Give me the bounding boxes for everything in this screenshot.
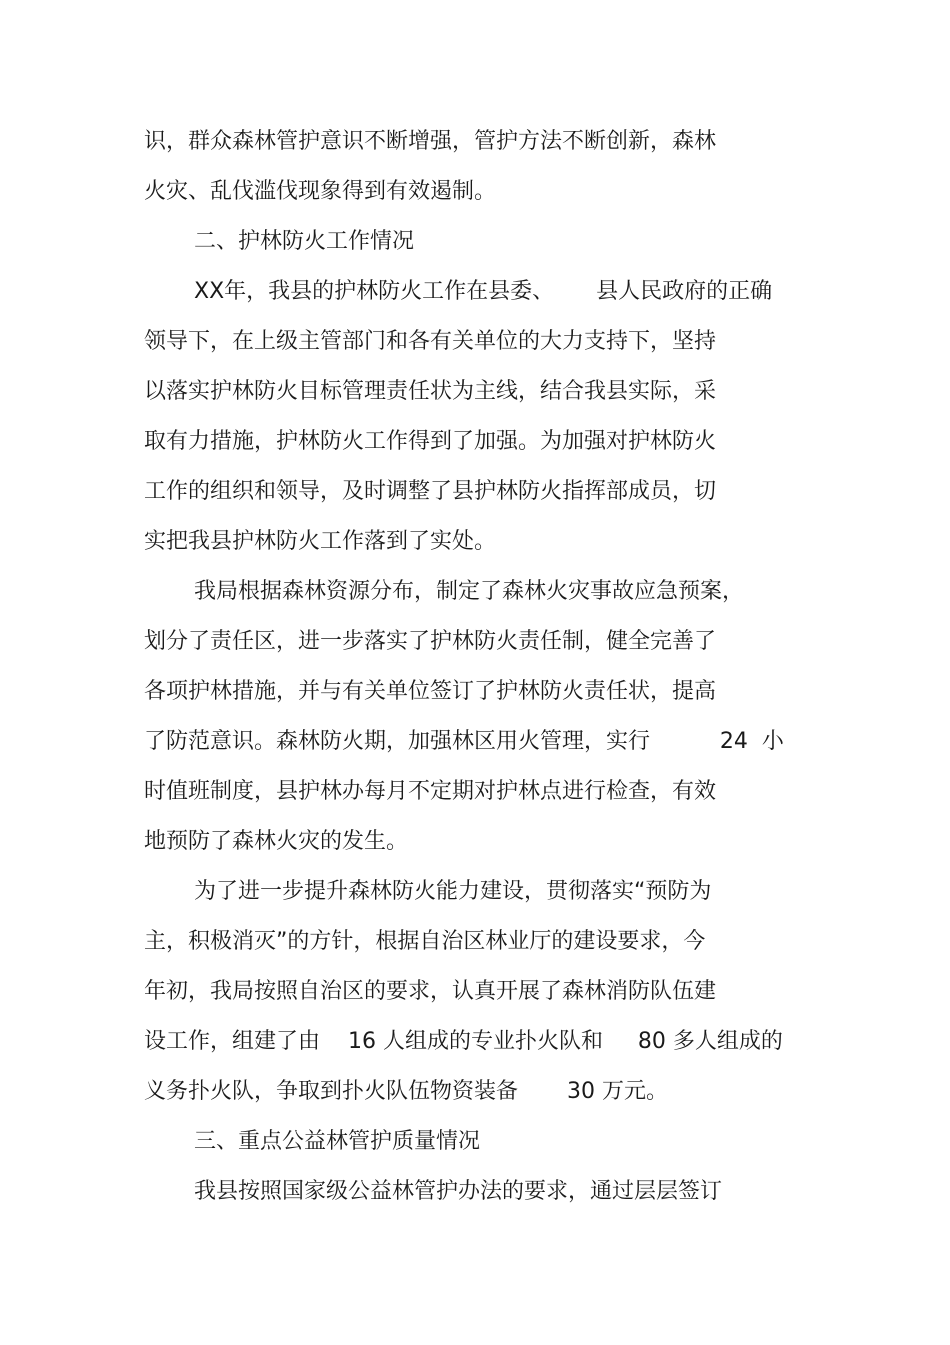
paragraph-line: 识，群众森林管护意识不断增强，管护方法不断创新，森林 <box>144 129 717 154</box>
section-heading: 三、重点公益林管护质量情况 <box>194 1129 481 1154</box>
paragraph-line: 我局根据森林资源分布，制定了森林火灾事故应急预案， <box>194 579 745 604</box>
paragraph-line: 时值班制度，县护林办每月不定期对护林点进行检查，有效 <box>144 779 717 804</box>
paragraph-line: 领导下，在上级主管部门和各有关单位的大力支持下，坚持 <box>144 329 717 354</box>
paragraph-line: 划分了责任区，进一步落实了护林防火责任制，健全完善了 <box>144 629 717 654</box>
paragraph-line: 主，积极消灭”的方针，根据自治区林业厅的建设要求，今 <box>144 929 706 954</box>
section-heading: 二、护林防火工作情况 <box>194 229 415 254</box>
paragraph-line: 年初，我局按照自治区的要求，认真开展了森林消防队伍建 <box>144 979 717 1004</box>
paragraph-line: 火灾、乱伐滥伐现象得到有效遏制。 <box>144 179 497 204</box>
paragraph-line: 以落实护林防火目标管理责任状为主线，结合我县实际，采 <box>144 379 717 404</box>
paragraph-line: 我县按照国家级公益林管护办法的要求，通过层层签订 <box>194 1179 723 1204</box>
paragraph-line: 取有力措施，护林防火工作得到了加强。为加强对护林防火 <box>144 429 717 454</box>
paragraph-line: 了防范意识。森林防火期，加强林区用火管理，实行 24 小 <box>144 729 784 754</box>
paragraph-line: XX年，我县的护林防火工作在县委、 县人民政府的正确 <box>194 279 773 304</box>
paragraph-line: 实把我县护林防火工作落到了实处。 <box>144 529 497 554</box>
paragraph-line: 义务扑火队，争取到扑火队伍物资装备 30 万元。 <box>144 1079 668 1104</box>
paragraph-line: 地预防了森林火灾的发生。 <box>144 829 409 854</box>
paragraph-line: 各项护林措施，并与有关单位签订了护林防火责任状，提高 <box>144 679 717 704</box>
paragraph-line: 工作的组织和领导，及时调整了县护林防火指挥部成员，切 <box>144 479 717 504</box>
paragraph-line: 设工作，组建了由 16 人组成的专业扑火队和 80 多人组成的 <box>144 1029 783 1054</box>
paragraph-line: 为了进一步提升森林防火能力建设，贯彻落实“预防为 <box>194 879 712 904</box>
